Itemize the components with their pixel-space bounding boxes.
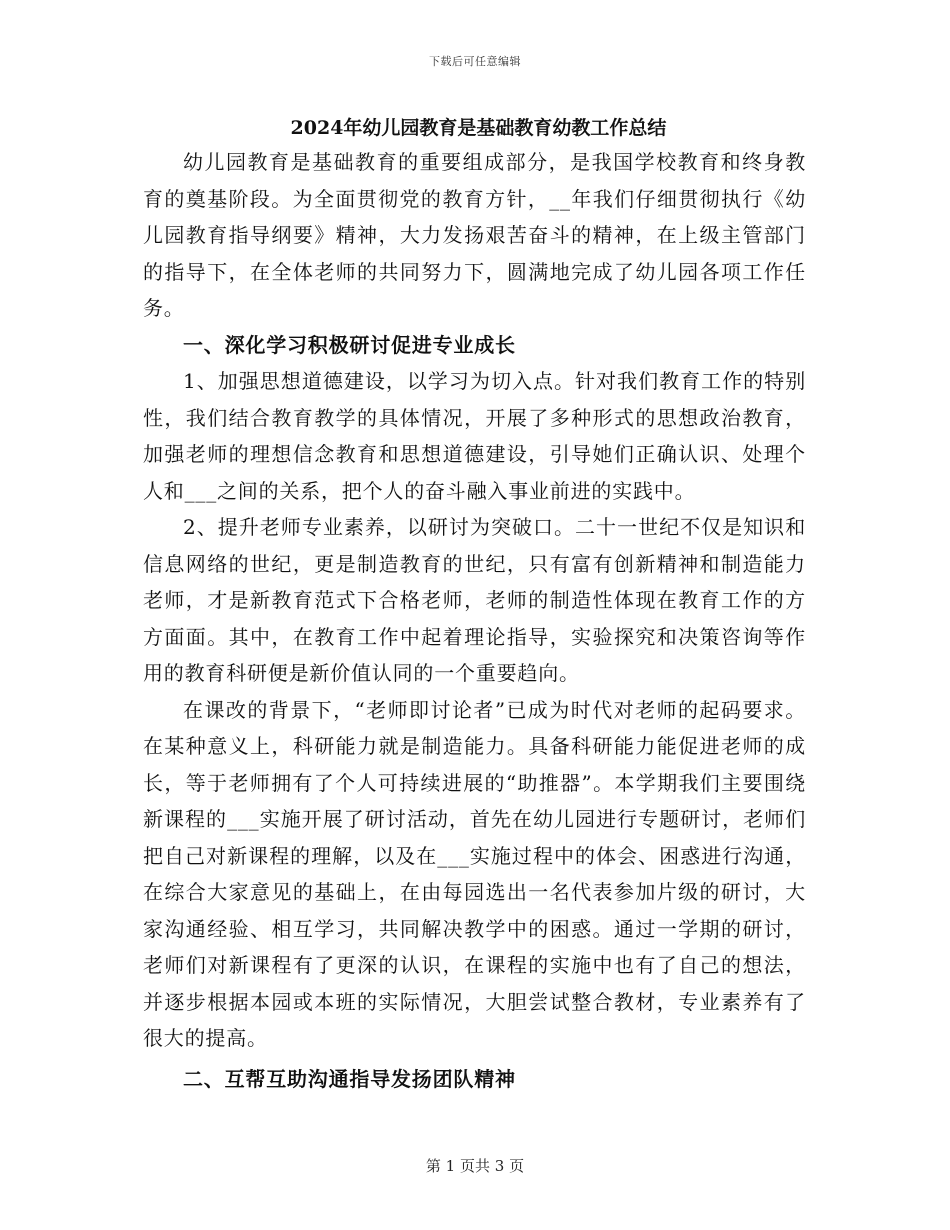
- section-1-paragraph-2: 2、提升老师专业素养，以研讨为突破口。二十一世纪不仅是知识和信息网络的世纪，更是制造教育的世纪，只有富有创新精神和制造能力老师，才是新教育范式下合格老师，老师的制造性体现在教育工作的方方面面。其中，在教育工作中起着理论指导，实验探究和决策咨询等作用的教育科研便是新价值认同的一个重要趋向。: [143, 515, 806, 685]
- page-header: 下载后可任意编辑: [429, 55, 521, 68]
- intro-paragraph: 幼儿园教育是基础教育的重要组成部分，是我国学校教育和终身教育的奠基阶段。为全面贯彻党的教育方针，__年我们仔细贯彻执行《幼儿园教育指导纲要》精神，大力发扬艰苦奋斗的精神，在上级主管部门的指导下，在全体老师的共同努力下，圆满地完成了幼儿园各项工作任务。: [143, 150, 806, 320]
- section-1-heading: 一、深化学习积极研讨促进专业成长: [183, 332, 516, 357]
- section-1-paragraph-1: 1、加强思想道德建设，以学习为切入点。针对我们教育工作的特别性，我们结合教育教学的具体情况，开展了多种形式的思想政治教育，加强老师的理想信念教育和思想道德建设，引导她们正确认识、处理个人和___之间的关系，把个人的奋斗融入事业前进的实践中。: [143, 369, 806, 503]
- section-1-paragraph-3: 在课改的背景下，“老师即讨论者”已成为时代对老师的起码要求。在某种意义上，科研能力就是制造能力。具备科研能力能促进老师的成长，等于老师拥有了个人可持续进展的“助推器”。本学期我们主要围绕新课程的___实施开展了研讨活动，首先在幼儿园进行专题研讨，老师们把自己对新课程的理解，以及在___实施过程中的体会、困惑进行沟通，在综合大家意见的基础上，在由每园选出一名代表参加片级的研讨，大家沟通经验、相互学习，共同解决教学中的困惑。通过一学期的研讨，老师们对新课程有了更深的认识，在课程的实施中也有了自己的想法，并逐步根据本园或本班的实际情况，大胆尝试整合教材，专业素养有了很大的提高。: [143, 697, 806, 1050]
- page-footer: 第 1 页共 3 页: [425, 1157, 525, 1175]
- document-title: 2024年幼儿园教育是基础教育幼教工作总结: [290, 117, 667, 139]
- section-2-heading: 二、互帮互助沟通指导发扬团队精神: [183, 1066, 516, 1091]
- document-body: [143, 112, 806, 1097]
